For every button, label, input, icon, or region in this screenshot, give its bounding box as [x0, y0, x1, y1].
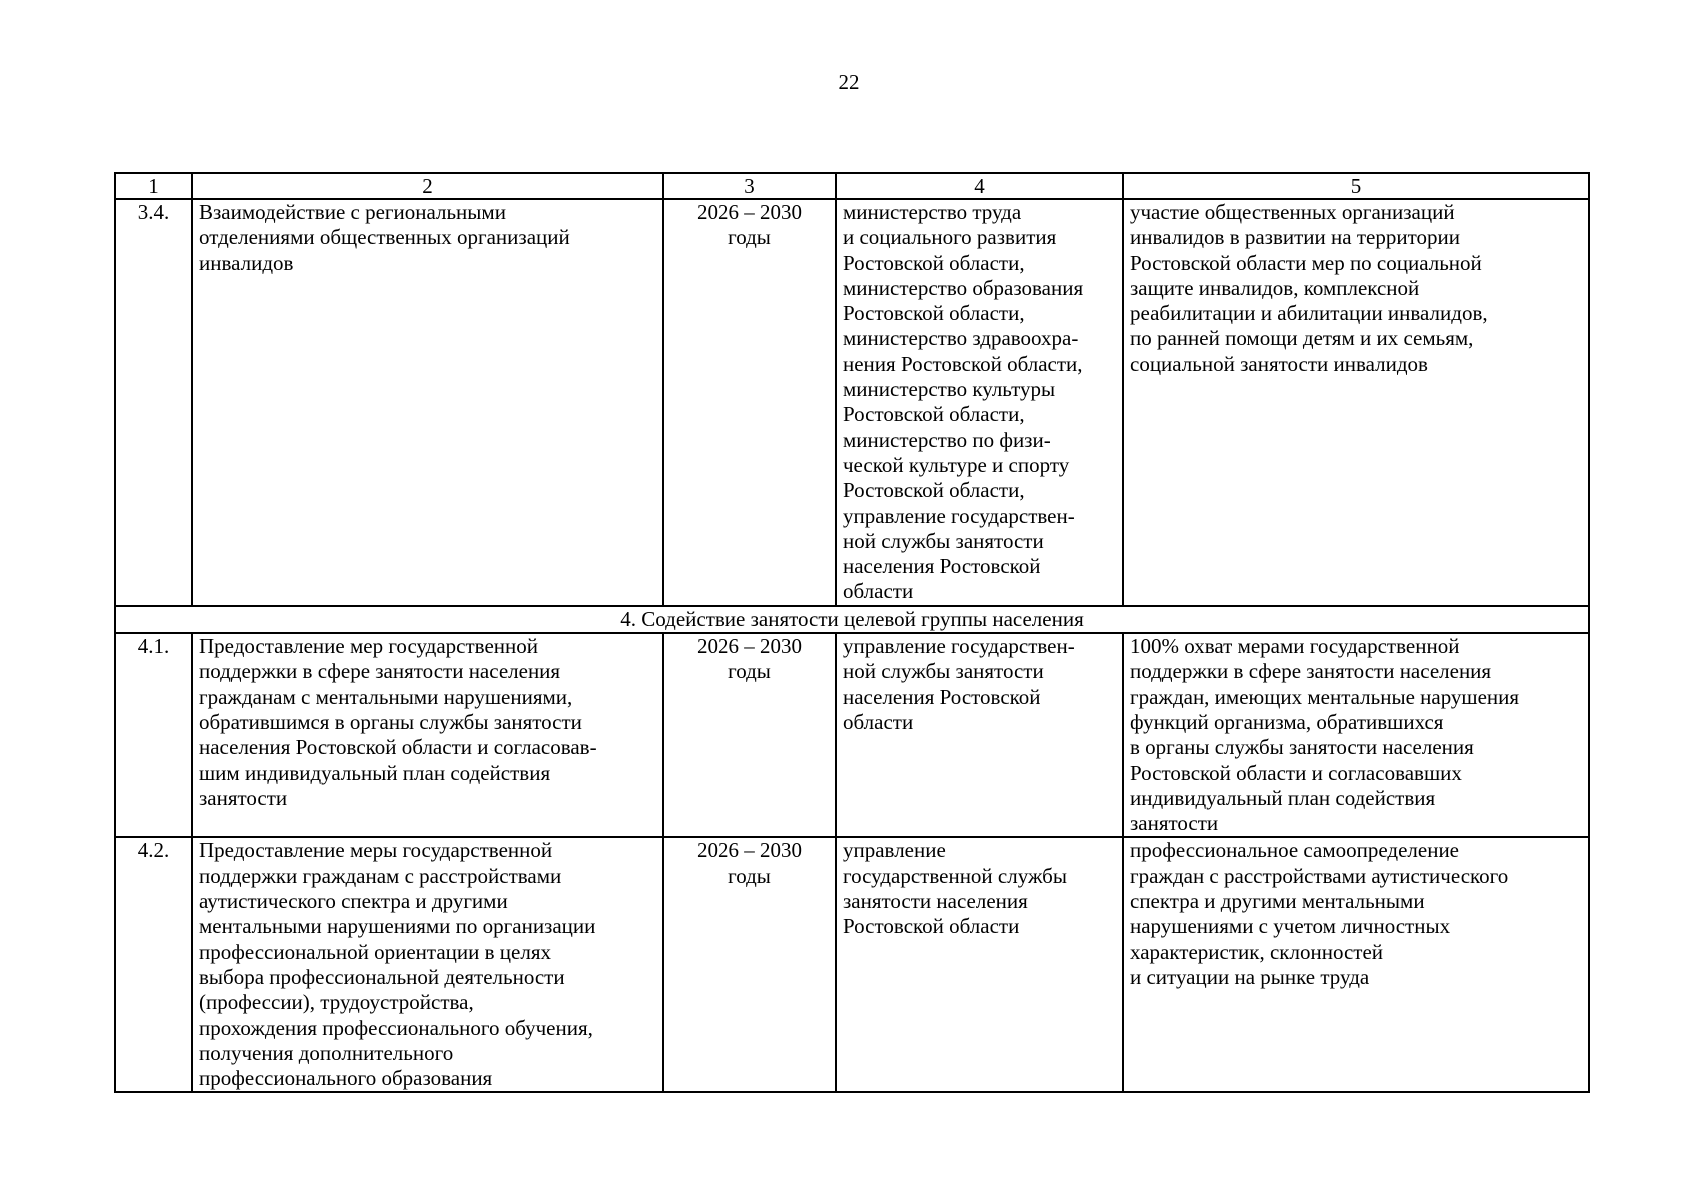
implementation-period: 2026 – 2030 годы: [663, 633, 836, 837]
table-row: [115, 837, 1589, 1092]
column-header-4: 4: [836, 173, 1123, 199]
column-header-2: 2: [192, 173, 663, 199]
expected-result: участие общественных организаций инвалидов в развитии на территории Ростовской области мер по социальной защите инвалидов, комплексной реабилитации и абилитации инвалидов, по ранней помощи детям и их семьям, социальной занятости инвалидов: [1123, 199, 1589, 606]
row-number: 4.1.: [115, 633, 192, 837]
expected-result: профессиональное самоопределение граждан с расстройствами аутистического спектра и другими ментальными нарушениями с учетом личностных характеристик, склонностей и ситуации на рынке труда: [1123, 837, 1589, 1092]
column-number-row: [115, 173, 1589, 199]
responsible-executors: управление государствен- ной службы занятости населения Ростовской области: [836, 633, 1123, 837]
responsible-executors: управление государственной службы занятости населения Ростовской области: [836, 837, 1123, 1092]
column-header-1: 1: [115, 173, 192, 199]
measures-table: [114, 172, 1590, 1093]
table-row: [115, 199, 1589, 606]
responsible-executors: министерство труда и социального развития Ростовской области, министерство образования Ростовской области, министерство здравоохра- нения Ростовской области, министерство культуры Ростовской области, министерство по физи- ческой культуре и спорту Ростовской области, управление государствен- ной службы занятости населения Ростовской области: [836, 199, 1123, 606]
column-header-5: 5: [1123, 173, 1589, 199]
implementation-period: 2026 – 2030 годы: [663, 837, 836, 1092]
expected-result: 100% охват мерами государственной поддержки в сфере занятости населения граждан, имеющих ментальные нарушения функций организма, обратившихся в органы службы занятости населения Ростовской области и согласовавших индивидуальный план содействия занятости: [1123, 633, 1589, 837]
column-header-3: 3: [663, 173, 836, 199]
row-number: 3.4.: [115, 199, 192, 606]
row-number: 4.2.: [115, 837, 192, 1092]
section-title: 4. Содействие занятости целевой группы населения: [115, 606, 1589, 633]
measure-description: Взаимодействие с региональными отделениями общественных организаций инвалидов: [192, 199, 663, 606]
section-row: [115, 606, 1589, 633]
page-number: 22: [838, 70, 860, 94]
table-row: [115, 633, 1589, 837]
measure-description: Предоставление меры государственной поддержки гражданам с расстройствами аутистического спектра и другими ментальными нарушениями по организации профессиональной ориентации в целях выбора профессиональной деятельности (профессии), трудоустройства, прохождения профессионального обучения, получения дополнительного профессионального образования: [192, 837, 663, 1092]
measure-description: Предоставление мер государственной поддержки в сфере занятости населения гражданам с ментальными нарушениями, обратившимся в органы службы занятости населения Ростовской области и согласовав- шим индивидуальный план содействия занятости: [192, 633, 663, 837]
implementation-period: 2026 – 2030 годы: [663, 199, 836, 606]
